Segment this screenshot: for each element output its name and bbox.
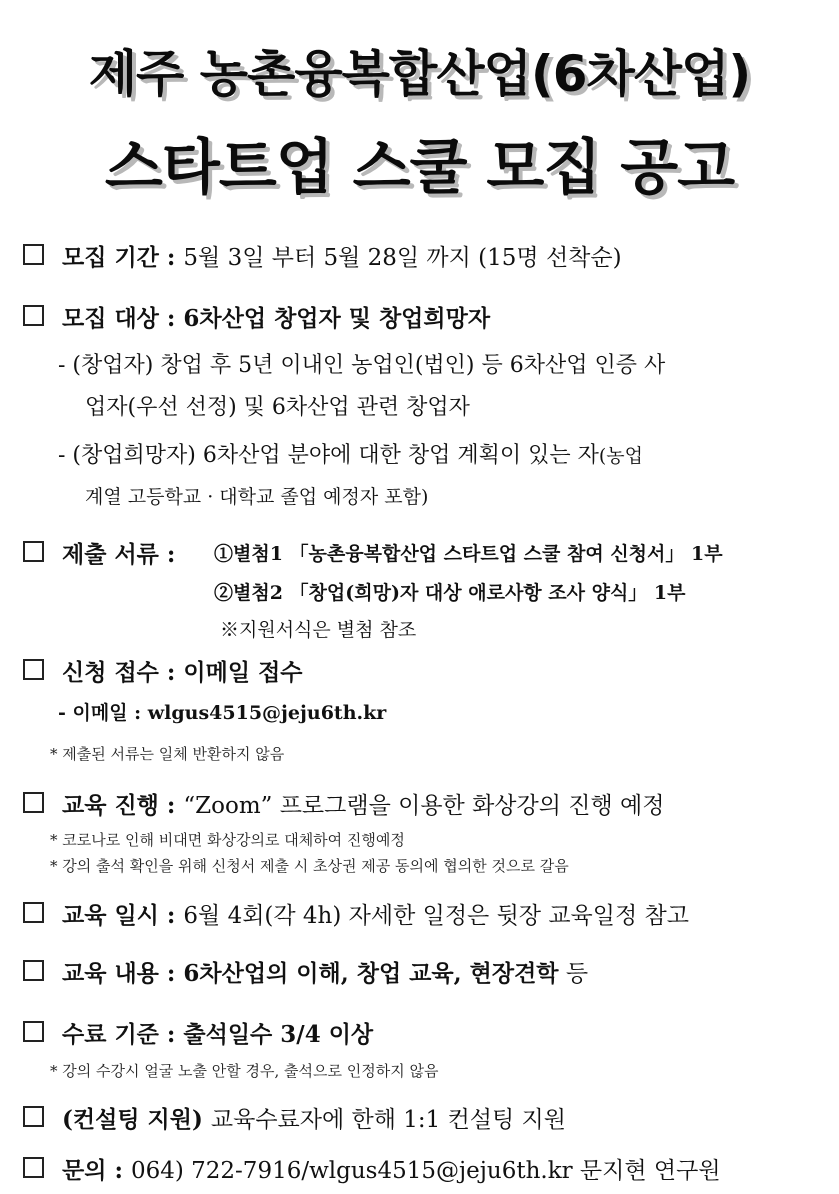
documents-item2: ②별첨2 「창업(희망)자 대상 애로사항 조사 양식」 1부: [214, 582, 686, 604]
checkbox-period: [23, 244, 44, 265]
progress-note-2: * 강의 출석 확인을 위해 신청서 제출 시 초상권 제공 동의에 협의한 것으로 갈음: [50, 857, 569, 875]
contact-value: 064) 722-7916/wlgus4515@jeju6th.kr 문지현 연구원: [130, 1158, 721, 1184]
application-note: * 제출된 서류는 일체 반환하지 않음: [50, 745, 285, 763]
checkbox-content: [23, 960, 44, 981]
documents-note: ※지원서식은 별첨 참조: [220, 619, 417, 641]
completion-label: 수료 기준 : 출석일수 3/4 이상: [62, 1021, 374, 1048]
content-label: 교육 내용 : 6차산업의 이해, 창업 교육, 현장견학 등: [62, 960, 589, 987]
checkbox-contact: [23, 1157, 44, 1178]
schedule-value: 6월 4회(각 4h) 자세한 일정은 뒷장 교육일정 참고: [183, 903, 689, 929]
period-label: 모집 기간 : 5월 3일 부터 5월 28일 까지 (15명 선착순): [62, 244, 622, 271]
target-value: 6차산업 창업자 및 창업희망자: [183, 305, 491, 332]
checkbox-progress: [23, 792, 44, 813]
documents-item1: ①별첨1 「농촌융복합산업 스타트업 스쿨 참여 신청서」 1부: [214, 543, 723, 565]
checkbox-consulting: [23, 1106, 44, 1127]
contact-label: 문의 : 064) 722-7916/wlgus4515@jeju6th.kr 문지현 연구원: [62, 1157, 721, 1184]
title-line-1: 제주 농촌융복합산업(6차산업): [88, 45, 751, 103]
application-email: - 이메일 : wlgus4515@jeju6th.kr: [58, 702, 387, 724]
progress-value: “Zoom” 프로그램을 이용한 화상강의 진행 예정: [183, 793, 665, 819]
target-label: 모집 대상 : 6차산업 창업자 및 창업희망자: [62, 305, 491, 332]
period-value: 5월 3일 부터 5월 28일 까지 (15명 선착순): [183, 245, 622, 271]
target-item1-line1: - (창업자) 창업 후 5년 이내인 농업인(법인) 등 6차산업 인증 사: [58, 353, 666, 378]
progress-label: 교육 진행 : “Zoom” 프로그램을 이용한 화상강의 진행 예정: [62, 792, 665, 819]
target-item1-line2: 업자(우선 선정) 및 6차산업 관련 창업자: [85, 395, 470, 420]
consulting-value: 교육수료자에 한해 1:1 컨설팅 지원: [210, 1107, 566, 1133]
checkbox-application: [23, 659, 44, 680]
schedule-label: 교육 일시 : 6월 4회(각 4h) 자세한 일정은 뒷장 교육일정 참고: [62, 902, 689, 929]
application-value: 이메일 접수: [183, 659, 303, 686]
target-item2-line1: - (창업희망자) 6차산업 분야에 대한 창업 계획이 있는 자(농업: [58, 443, 643, 468]
checkbox-schedule: [23, 902, 44, 923]
checkbox-completion: [23, 1021, 44, 1042]
completion-value: 출석일수 3/4 이상: [183, 1021, 374, 1048]
target-item2-line2: 계열 고등학교 · 대학교 졸업 예정자 포함): [85, 486, 429, 508]
checkbox-target: [23, 305, 44, 326]
progress-note-1: * 코로나로 인해 비대면 화상강의로 대체하여 진행예정: [50, 831, 405, 849]
documents-label: 제출 서류 :: [62, 541, 176, 568]
consulting-label: (컨설팅 지원) 교육수료자에 한해 1:1 컨설팅 지원: [62, 1106, 566, 1133]
title-line-2: 스타트업 스쿨 모집 공고: [104, 133, 735, 203]
completion-note: * 강의 수강시 얼굴 노출 안할 경우, 출석으로 인정하지 않음: [50, 1062, 439, 1080]
content-value: 6차산업의 이해, 창업 교육, 현장견학: [183, 960, 559, 987]
application-label: 신청 접수 : 이메일 접수: [62, 659, 303, 686]
checkbox-documents: [23, 541, 44, 562]
